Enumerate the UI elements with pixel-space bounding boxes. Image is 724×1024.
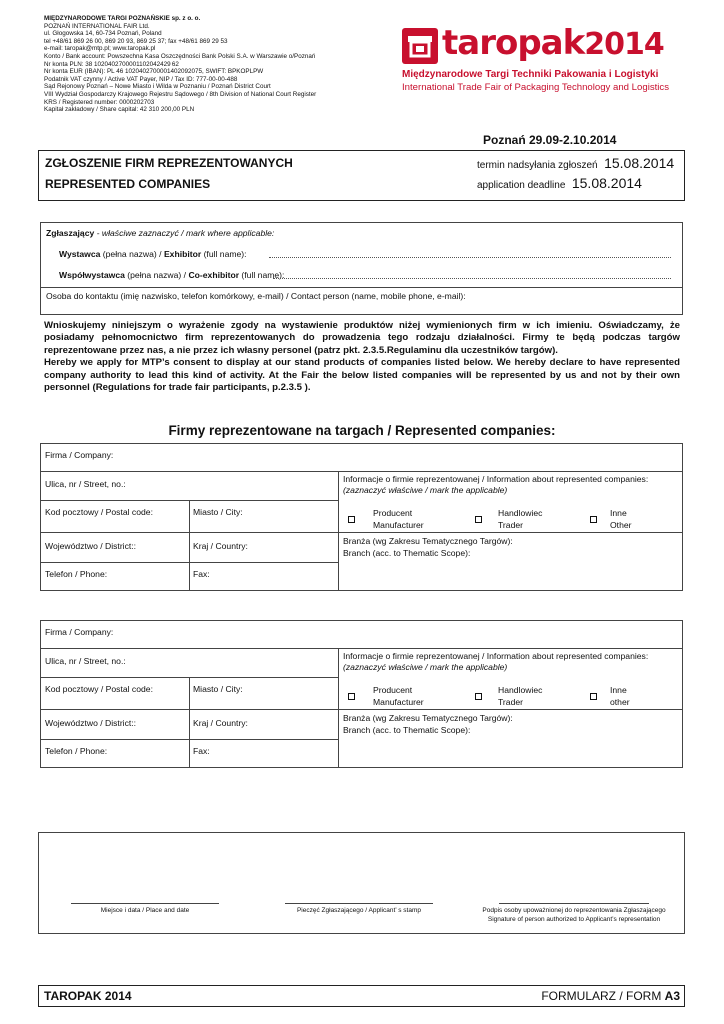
district-field[interactable]: Województwo / District:: bbox=[45, 541, 137, 551]
company-line: POZNAŃ INTERNATIONAL FAIR Ltd. bbox=[44, 22, 150, 30]
deadline-en bbox=[477, 175, 642, 193]
opt3-en: other bbox=[610, 696, 630, 707]
logo-year: 2014 bbox=[584, 27, 664, 62]
info-note: (zaznaczyć właściwe / mark the applicable) bbox=[343, 485, 508, 495]
company-field[interactable]: Firma / Company: bbox=[45, 450, 114, 460]
other-label bbox=[610, 685, 630, 708]
divider bbox=[41, 287, 682, 288]
branch-pl: Branża (wg Zakresu Tematycznego Targów): bbox=[343, 536, 513, 546]
company-line: Sąd Rejonowy Poznań – Nowe Miasto i Wilda w Poznaniu / Poznań District Court bbox=[44, 83, 271, 91]
company-name: MIĘDZYNARODOWE TARGI POZNAŃSKIE sp. z o. o. bbox=[44, 15, 201, 22]
logo-glyph-icon bbox=[402, 28, 438, 64]
street-field[interactable]: Ulica, nr / Street, no.: bbox=[45, 479, 126, 489]
exhibitor-bold: Wystawca bbox=[59, 249, 101, 259]
declaration-pl: Wnioskujemy niniejszym o wyrażenie zgody na wystawienie produktów niżej wymienionych firm w ich imieniu. Oświadczamy, że posiadamy pełnomocnictwo firm reprezentowanych do prowadzenia tego rodzaju działalności. Firmy te będą podczas targów reprezentowane przez nas, a nie przez ich własny personel (patrz pkt. 2.3.5.Regulaminu dla uczestników targów). bbox=[44, 320, 680, 356]
sign-en: Signature of person authorized to Applicant’s representation bbox=[487, 915, 661, 923]
company-line: Kapitał zakładowy / Share capital: 42 310 200,00 PLN bbox=[44, 106, 195, 114]
exhibitor-bold2: Exhibitor bbox=[163, 249, 202, 259]
contact-label[interactable]: Osoba do kontaktu (imię nazwisko, telefon komórkowy, e-mail) / Contact person (name, mobile phone, e-mail): bbox=[46, 291, 466, 301]
taropak-logo bbox=[402, 23, 670, 98]
opt1-pl: Producent bbox=[373, 685, 413, 695]
declaration bbox=[44, 320, 680, 394]
street-field[interactable]: Ulica, nr / Street, no.: bbox=[45, 656, 126, 666]
info-label: Informacje o firmie reprezentowanej / Information about represented companies: bbox=[343, 651, 649, 661]
logo-tagline-pl: Międzynarodowe Targi Techniki Pakowania i Logistyki bbox=[402, 69, 659, 80]
info-note: (zaznaczyć właściwe / mark the applicable) bbox=[343, 662, 508, 672]
country-field[interactable]: Kraj / Country: bbox=[193, 718, 248, 728]
company-line: VIII Wydział Gospodarczy Krajowego Rejestru Sądowego / 8th Division of National Court Register bbox=[44, 90, 317, 98]
branch-field[interactable] bbox=[343, 713, 513, 736]
exhibitor-rest: (full name): bbox=[201, 249, 247, 259]
opt2-pl: Handlowiec bbox=[498, 508, 543, 518]
footer-box bbox=[38, 985, 685, 1007]
city-field[interactable]: Miasto / City: bbox=[193, 684, 243, 694]
branch-pl: Branża (wg Zakresu Tematycznego Targów): bbox=[343, 713, 513, 723]
fax-field[interactable]: Fax: bbox=[193, 569, 210, 579]
section-title: Firmy reprezentowane na targach / Represented companies: bbox=[168, 423, 556, 438]
signature-box bbox=[38, 832, 685, 934]
footer-form-code: A3 bbox=[664, 989, 680, 1003]
title-pl: ZGŁOSZENIE FIRM REPREZENTOWANYCH bbox=[45, 156, 293, 170]
opt1-en: Manufacturer bbox=[373, 696, 424, 707]
signature-label bbox=[459, 907, 689, 924]
opt1-en: Manufacturer bbox=[373, 519, 424, 530]
deadline-label-en: application deadline bbox=[477, 180, 566, 191]
postcode-field[interactable]: Kod pocztowy / Postal code: bbox=[45, 507, 153, 517]
company-info bbox=[44, 15, 316, 114]
applicant-box bbox=[40, 222, 683, 315]
logo-wordmark bbox=[442, 24, 664, 64]
trader-checkbox[interactable] bbox=[475, 693, 482, 700]
district-field[interactable]: Województwo / District:: bbox=[45, 718, 137, 728]
branch-en: Branch (acc. to Thematic Scope): bbox=[343, 724, 471, 735]
logo-tagline-en: International Trade Fair of Packaging Technology and Logistics bbox=[402, 82, 670, 93]
coexhibitor-bold: Współwystawca bbox=[59, 270, 125, 280]
stamp-label: Pieczęć Zgłaszającego / Applicant’ s stamp bbox=[296, 907, 422, 914]
coexhibitor-label[interactable] bbox=[59, 270, 284, 280]
applicant-lead bbox=[46, 228, 274, 238]
company-line: ul. Głogowska 14, 60-734 Poznań, Poland bbox=[44, 30, 162, 38]
trader-label bbox=[498, 685, 542, 708]
branch-field[interactable] bbox=[343, 536, 513, 559]
opt2-en: Trader bbox=[498, 696, 523, 707]
exhibitor-field[interactable] bbox=[269, 257, 671, 258]
deadline-date-pl: 15.08.2014 bbox=[604, 155, 675, 171]
exhibitor-label[interactable] bbox=[59, 249, 247, 259]
footer-right bbox=[541, 989, 680, 1003]
title-box bbox=[38, 150, 685, 201]
trader-checkbox[interactable] bbox=[475, 516, 482, 523]
company-line: Nr konta PLN: 38 1020402700001102042429 62 bbox=[44, 60, 179, 68]
coexhibitor-field[interactable] bbox=[273, 278, 671, 279]
title-en: REPRESENTED COMPANIES bbox=[45, 177, 211, 191]
deadline-date-en: 15.08.2014 bbox=[571, 175, 642, 191]
company-field[interactable]: Firma / Company: bbox=[45, 627, 114, 637]
opt3-en: Other bbox=[610, 519, 632, 530]
company-line: e-mail: taropak@mtp.pl; www.taropak.pl bbox=[44, 45, 156, 53]
other-checkbox[interactable] bbox=[590, 693, 597, 700]
company-line: Konto / Bank account: Powszechna Kasa Oszczędności Bank Polski S.A. w Warszawie o/Poznań bbox=[44, 52, 316, 60]
logo-brand: taropak bbox=[442, 23, 585, 63]
fax-field[interactable]: Fax: bbox=[193, 746, 210, 756]
phone-field[interactable]: Telefon / Phone: bbox=[45, 569, 108, 579]
coexhibitor-mid: (pełna nazwa) / bbox=[124, 270, 189, 280]
opt2-en: Trader bbox=[498, 519, 523, 530]
company-line: Podatnik VAT czynny / Active VAT Payer, NIP / Tax ID: 777-00-00-488 bbox=[44, 75, 238, 83]
coexhibitor-rest: (full name): bbox=[239, 270, 285, 280]
company-line: Nr konta EUR (IBAN): PL 46 1020402700001402092075, SWIFT: BPKOPLPW bbox=[44, 68, 264, 76]
opt2-pl: Handlowiec bbox=[498, 685, 543, 695]
company-line: KRS / Registered number: 0000202703 bbox=[44, 98, 155, 106]
sign-pl: Podpis osoby upoważnionej do reprezentowania Zgłaszającego bbox=[482, 907, 666, 914]
city-field[interactable]: Miasto / City: bbox=[193, 507, 243, 517]
footer-form-prefix: FORMULARZ / FORM bbox=[541, 989, 665, 1003]
country-field[interactable]: Kraj / Country: bbox=[193, 541, 248, 551]
manufacturer-label bbox=[373, 685, 424, 708]
footer-left: TAROPAK 2014 bbox=[44, 989, 132, 1003]
deadline-label-pl: termin nadsyłania zgłoszeń bbox=[477, 160, 598, 171]
logo-mark-icon bbox=[402, 28, 438, 64]
manufacturer-label bbox=[373, 508, 424, 531]
opt3-pl: Inne bbox=[610, 508, 627, 518]
signature-line[interactable] bbox=[499, 903, 649, 904]
place-date-label: Miejsce i data / Place and date bbox=[100, 907, 190, 914]
other-checkbox[interactable] bbox=[590, 516, 597, 523]
event-dates: Poznań 29.09-2.10.2014 bbox=[483, 133, 617, 147]
manufacturer-checkbox[interactable] bbox=[348, 693, 355, 700]
manufacturer-checkbox[interactable] bbox=[348, 516, 355, 523]
branch-en: Branch (acc. to Thematic Scope): bbox=[343, 547, 471, 558]
opt1-pl: Producent bbox=[373, 508, 413, 518]
opt3-pl: Inne bbox=[610, 685, 627, 695]
applicant-lead-bold: Zgłaszający bbox=[46, 228, 95, 238]
other-label bbox=[610, 508, 632, 531]
company-block-1 bbox=[40, 443, 683, 591]
company-line: tel +48/61 869 26 00, 869 20 93, 869 25 37; fax +48/61 869 29 53 bbox=[44, 37, 228, 45]
postcode-field[interactable]: Kod pocztowy / Postal code: bbox=[45, 684, 153, 694]
info-label: Informacje o firmie reprezentowanej / Information about represented companies: bbox=[343, 474, 649, 484]
place-date-line[interactable] bbox=[71, 903, 219, 904]
exhibitor-mid: (pełna nazwa) / bbox=[100, 249, 164, 259]
phone-field[interactable]: Telefon / Phone: bbox=[45, 746, 108, 756]
company-block-2 bbox=[40, 620, 683, 768]
deadline-pl bbox=[477, 155, 674, 173]
stamp-line[interactable] bbox=[285, 903, 433, 904]
declaration-en: Hereby we apply for MTP’s consent to display at our stand products of companies listed below. We hereby declare to have represented company authority to lead this kind of activity. At the Fair the below listed companies will be represented by us and not by their own personnel (Regulations for trade fair participants, p.2.3.5 ). bbox=[44, 357, 680, 394]
trader-label bbox=[498, 508, 542, 531]
coexhibitor-bold2: Co-exhibitor bbox=[188, 270, 240, 280]
applicant-lead-rest: - właściwe zaznaczyć / mark where applicable: bbox=[94, 228, 275, 238]
